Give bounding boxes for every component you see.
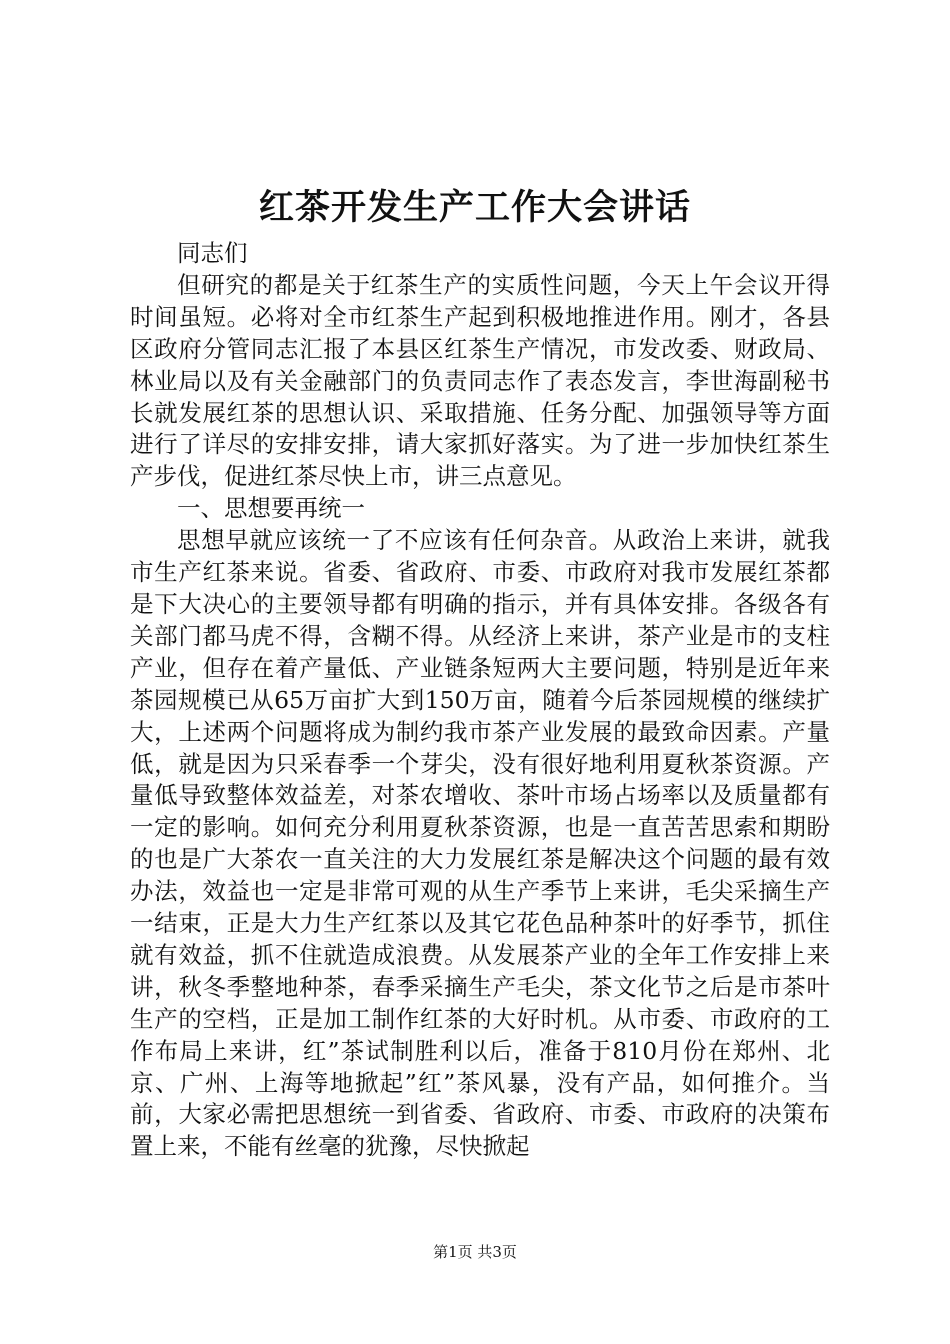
paragraph: 但研究的都是关于红茶生产的实质性问题，今天上午会议开得时间虽短。必将对全市红茶生产起到积极地推进作用。刚才，各县区政府分管同志汇报了本县区红茶生产情况，市发改委、财政局、林业局以及有关金融部门的负责同志作了表态发言，李世海副秘书长就发展红茶的思想认识、采取措施、任务分配、加强领导等方面进行了详尽的安排安排，请大家抓好落实。为了进一步加快红茶生产步伐，促进红茶尽快上市，讲三点意见。 — [130, 270, 830, 491]
document-body — [130, 238, 830, 1163]
greeting-line: 同志们 — [177, 239, 248, 267]
document-title: 红茶开发生产工作大会讲话 — [258, 187, 691, 228]
page-footer: 第1页 共3页 — [433, 1243, 517, 1261]
paragraph: 思想早就应该统一了不应该有任何杂音。从政治上来讲，就我市生产红茶来说。省委、省政府、市委、市政府对我市发展红茶都是下大决心的主要领导都有明确的指示，并有具体安排。各级各有关部门都马虎不得，含糊不得。从经济上来讲，茶产业是市的支柱产业，但存在着产量低、产业链条短两大主要问题，特别是近年来茶园规模已从65万亩扩大到150万亩，随着今后茶园规模的继续扩大，上述两个问题将成为制约我市茶产业发展的最致命因素。产量低，就是因为只采春季一个芽尖，没有很好地利用夏秋茶资源。产量低导致整体效益差，对茶农增收、茶叶市场占场率以及质量都有一定的影响。如何充分利用夏秋茶资源，也是一直苦苦思索和期盼的也是广大茶农一直关注的大力发展红茶是解决这个问题的最有效办法，效益也一定是非常可观的从生产季节上来讲，毛尖采摘生产一结束，正是大力生产红茶以及其它花色品种茶叶的好季节，抓住就有效益，抓不住就造成浪费。从发展茶产业的全年工作安排上来讲，秋冬季整地种茶，春季采摘生产毛尖，茶文化节之后是市茶叶生产的空档，正是加工制作红茶的大好时机。从市委、市政府的工作布局上来讲，红”茶试制胜利以后，准备于810月份在郑州、北京、广州、上海等地掀起”红”茶风暴，没有产品，如何推介。当前，大家必需把思想统一到省委、省政府、市委、市政府的决策布置上来，不能有丝毫的犹豫，尽快掀起 — [130, 526, 830, 1161]
section-heading: 一、思想要再统一 — [177, 494, 365, 523]
